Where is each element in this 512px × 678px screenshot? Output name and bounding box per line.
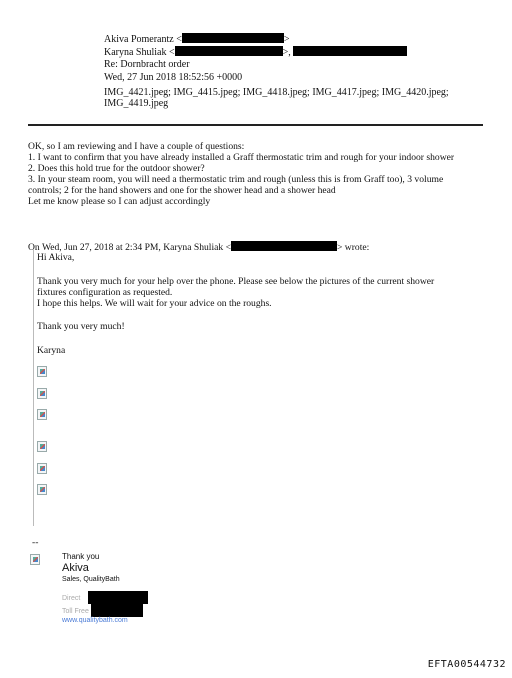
message-line-3: 2. Does this hold true for the outdoor shower? xyxy=(28,163,205,174)
redacted-direct-phone xyxy=(88,591,148,604)
quote-greeting: Hi Akiva, xyxy=(37,252,75,263)
quote-thanks: Thank you very much! xyxy=(37,321,125,332)
broken-image-icon[interactable] xyxy=(37,484,47,495)
broken-image-icon[interactable] xyxy=(37,388,47,399)
redacted-tollfree-phone xyxy=(91,604,143,617)
signature-separator: -- xyxy=(32,537,39,548)
quote-name: Karyna xyxy=(37,345,66,356)
signature-thank-you: Thank you xyxy=(62,552,100,561)
quote-p1-line3: I hope this helps. We will wait for your advice on the roughs. xyxy=(37,298,272,309)
document-id: EFTA00544732 xyxy=(427,659,506,670)
subject-value: Re: Dornbracht order xyxy=(104,59,190,70)
inline-images-value-1: IMG_4421.jpeg; IMG_4415.jpeg; IMG_4418.jpeg; IMG_4417.jpeg; IMG_4420.jpeg; xyxy=(104,87,449,98)
broken-image-icon[interactable] xyxy=(37,409,47,420)
header-divider xyxy=(28,124,483,126)
redacted-to-email xyxy=(175,46,283,56)
broken-image-icon[interactable] xyxy=(37,441,47,452)
signature-logo-icon xyxy=(30,554,40,565)
to-value: Karyna Shuliak < xyxy=(104,47,175,58)
signature-website-link[interactable]: www.qualitybath.com xyxy=(62,617,128,624)
redacted-from-email xyxy=(182,33,284,43)
signature-title: Sales, QualityBath xyxy=(62,576,120,583)
signature-direct: Direct xyxy=(62,591,148,604)
message-line-1: OK, so I am reviewing and I have a couple of questions: xyxy=(28,141,245,152)
date-value: Wed, 27 Jun 2018 18:52:56 +0000 xyxy=(104,72,243,83)
message-line-6: Let me know please so I can adjust accordingly xyxy=(28,196,211,207)
message-line-2: 1. I want to confirm that you have already installed a Graff thermostatic trim and rough for your indoor shower xyxy=(28,152,455,163)
broken-image-icon[interactable] xyxy=(37,366,47,377)
inline-images-value-2: IMG_4419.jpeg xyxy=(104,98,169,109)
redacted-to-email-2 xyxy=(293,46,407,56)
broken-image-icon[interactable] xyxy=(37,463,47,474)
signature-tollfree: Toll Free xyxy=(62,604,143,617)
redacted-quote-email xyxy=(231,241,337,251)
signature-name: Akiva xyxy=(62,562,89,574)
message-line-5: controls; 2 for the hand showers and one for the shower head and a shower head xyxy=(28,185,336,196)
quote-p1-line2: fixtures configuration as requested. xyxy=(37,287,173,298)
message-line-4: 3. In your steam room, you will need a thermostatic trim and rough (unless this is from Graff too), 3 volume xyxy=(28,174,444,185)
from-value: Akiva Pomerantz < xyxy=(104,34,182,45)
quote-p1-line1: Thank you very much for your help over the phone. Please see below the pictures of the current shower xyxy=(37,276,435,287)
quote-intro: On Wed, Jun 27, 2018 at 2:34 PM, Karyna Shuliak < > wrote: xyxy=(28,242,370,253)
